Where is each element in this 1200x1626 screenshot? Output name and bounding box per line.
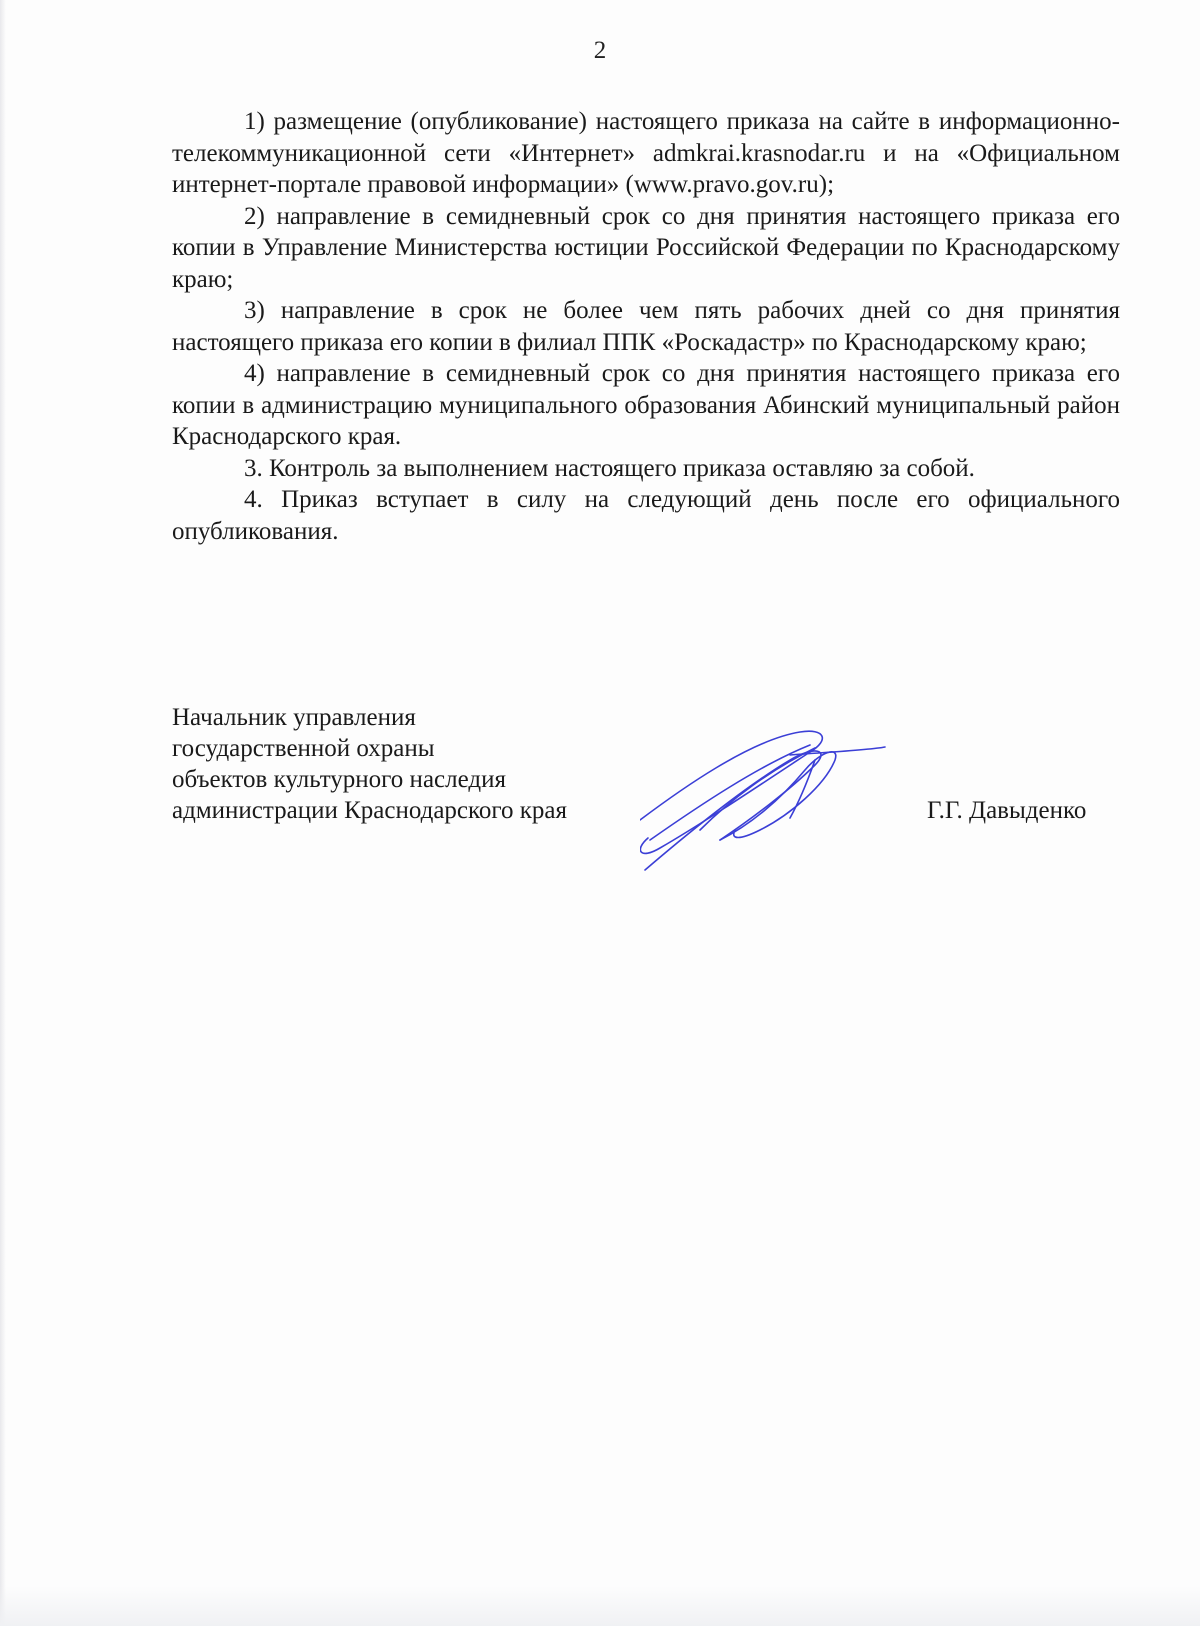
scan-edge-shadow [0,0,6,1626]
signer-name: Г.Г. Давыденко [927,797,1087,824]
paragraph-entry-into-force: 4. Приказ вступает в силу на следующий день после его официального опубликования. [172,486,1120,545]
signatory-position [172,702,567,826]
paragraph-roskadastr: 3) направление в срок не более чем пять рабочих дней со дня принятия настоящего приказа его копии в филиал ППК «Роскадастр» по Краснодарскому краю; [172,297,1120,356]
scan-bottom-shadow [0,1586,1200,1626]
position-line: государственной охраны [172,735,435,762]
paragraph-publication: 1) размещение (опубликование) настоящего приказа на сайте в информационно-телекоммуникационной сети «Интернет» admkrai.krasnodar.ru и на «Официальном интернет-портале правовой информации» (www.pravo.gov.ru); [172,108,1120,198]
document-body [172,106,1120,547]
paragraph-control: 3. Контроль за выполнением настоящего приказа оставляю за собой. [244,454,975,482]
page-number: 2 [593,37,607,64]
position-line: администрации Краснодарского края [172,797,568,824]
paragraph-ministry-of-justice: 2) направление в семидневный срок со дня принятия настоящего приказа его копии в Управление Министерства юстиции Российской Федерации по Краснодарскому краю; [172,202,1120,293]
paragraph-municipal-administration: 4) направление в семидневный срок со дня принятия настоящего приказа его копии в администрацию муниципального образования Абинский муниципальный район Краснодарского края. [172,360,1120,450]
position-line: объектов культурного наследия [172,766,506,793]
handwritten-signature [640,730,920,880]
position-line: Начальник управления [172,704,416,731]
